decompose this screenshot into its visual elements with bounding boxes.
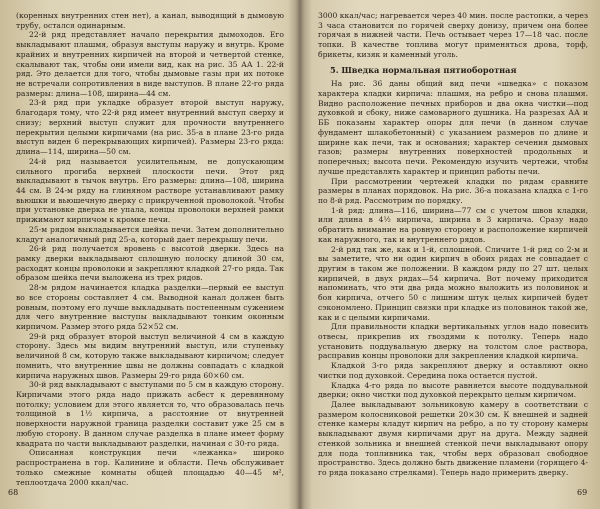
paragraph: На рис. 36 даны общий вид печи «шведка» с показом характера кладки кирпича: плашмя, на ребро и снова плашмя. Видно расположение печных приборов и два окна чистки—под духовкой и сбоку, ниже самоварного душника. На разрезах АА и ББ показаны характер опоры для печи (в данном случае фундамент шлакобетонный) с указанием размеров по длине и ширине как печи, так и основания; характер сечения дымовых газов; размеры внутренних поверхностей продольных и поперечных; высота печи. Рекомендую изучить чертежи, чтобы лучше представлять характер и принцип работы печи. <box>318 79 588 176</box>
paragraph: 25-м рядом выкладывается шейка печи. Затем дополнительно кладут аналогичный ряд 25-а, который дает перекрышу печи. <box>16 224 284 244</box>
paragraph: Кладкой 3-го ряда закрепляют дверку и оставляют окно чистки под духовкой. Середина пока остается пустой. <box>318 361 588 380</box>
page-number-right: 69 <box>577 488 588 497</box>
section-heading: 5. Шведка нормальная пятиоборотная <box>330 64 517 75</box>
paragraph: 23-й ряд при укладке образует второй выступ наружу, благодаря тому, что 22-й ряд имеет внутренний выступ сверху и снизу; верхний выступ служит для прочности внутреннего перекрытия целыми кирпичами (на рис. 35-а в плане 23-го ряда выступ виден 6 перекрывающих кирпичей). Размеры 23-го ряда: длина—114, ширина—50 см. <box>16 98 284 157</box>
left-page-text <box>16 11 284 487</box>
paragraph: Описанная конструкция печи «лежанка» широко распространена в гор. Калинине и области. Печь обслуживает только смежные комнаты общей площадью 40—45 м², теплоотдача 2000 ккал/час. <box>16 448 284 487</box>
paragraph: Далее выкладывают зольниковую камеру в соответствии с размером колосниковой решетки 20×30 см. К внешней и задней стенке камеры кладут кирпич на ребро, а по ту сторону камеры выкладывают двумя кирпичами друг на друга. Между задней стенкой зольника и внешней стенкой печи выкладывают опору для пода топливника так, чтобы верх образовал свободное пространство. Здесь должно быть движение пламени (горящего 4-го ряда показано стрелками). Теперь надо примерить дверку. <box>318 400 588 478</box>
book-gutter <box>296 0 304 509</box>
paragraph: 29-й ряд образует второй выступ величиной 4 см в каждую сторону. Здесь мы видим внутренний выступ, или ступеньку величиной 8 см, которую также выкладывают кирпичом; следует помнить, что внутренние швы не должны совпадать с кладкой кирпича наружных швов. Размеры 29-го ряда 60×60 см. <box>16 331 284 380</box>
paragraph: Для правильности кладки вертикальных углов надо повесить отвесы, прикрепив их гвоздями к потолку. Теперь надо установить поддувальную дверку на толстом слое раствора, расправив концы проволоки для закрепления кладкой кирпича. <box>318 322 588 361</box>
paragraph: (коренных внутренних стен нет), а канал, выводящий в дымовую трубу, остался одинарным. <box>16 11 284 30</box>
paragraph: 24-й ряд называется усилительным, не допускающим сильного прогиба верхней плоскости печи. Этот ряд выкладывают в тычок внутрь. Его размеры: длина—108, ширина 44 см. В 24-м ряду на глиняном растворе устанавливают рамку вьюшки и вьюшечную дверку с прикрученной проволокой. Чтобы при установке дверка не упала, концы проволоки верхней рамки прижимают кирпичом к кромке печи. <box>16 156 284 225</box>
paragraph: 1-й ряд: длина—116, ширина—77 см с учетом швов кладки, или длина в 4½ кирпича, ширина в 3 кирпича. Сразу надо обратить внимание на ровную сторону и расположение кирпичей как наружного, так и внутреннего рядов. <box>318 205 588 244</box>
paragraph: 2-й ряд так же, как и 1-й, сплошной. Сличите 1-й ряд со 2-м и вы заметите, что ни один кирпич в обоих рядах не совпадает с другим в таком же положении. В каждом ряду по 27 шт. целых кирпичей, в двух рядах—54 кирпича. Вот почему приходится напоминать, что эти два ряда можно выложить из половинок и боя кирпича, отчего 50 с лишним штук целых кирпичей будет сэкономлено. Принцип связки при кладке из половинок такой же, как и с целыми кирпичами. <box>318 244 588 322</box>
paragraph: 22-й ряд представляет начало перекрытия дымоходов. Его выкладывают плашмя, образуя выступы наружу и внутрь. Кроме крайних и внутренних кирпичей на второй и четвертой стенке, скалывают так, чтобы они имели вид, как на рис. 35 АА 1. 22-й ряд. Это делается для того, чтобы дымовые газы при их потоке не встречали сопротивления в виде выступов. В плане 22-го ряда размеры: длина—108, ширина—44 см. <box>16 30 284 98</box>
paragraph: 30-й ряд выкладывают с выступами по 5 см в каждую сторону. Кирпичами этого ряда надо прижать асбест к деревянному потолку; условием для этого является то, что образовалась печь толщиной в 1½ кирпича, а расстояние от внутренней поверхности наружной граница разделки составит уже 25 см в любую сторону. В данном случае разделка в плане имеет форму квадрата по части выкладывают разделки, начиная с 30-го ряда. <box>16 380 284 448</box>
paragraph: 3000 ккал/час; нагревается через 40 мин. после растопки, а через 3 часа становится по горячей сверху донизу, причем она более горячая в нижней части. Печь остывает через 17—18 час. после топки. В качестве топлива могут применяться дрова, торф, брикеты, кизяк и каменный уголь. <box>318 11 588 59</box>
page-number-left: 68 <box>8 488 19 497</box>
paragraph: При рассмотрении чертежей кладки по рядам сравните размеры в планах порядовок. На рис. 36-а показана кладка с 1-го по 8-й ряд. Рассмотрим по порядку. <box>318 176 588 205</box>
paragraph: 28-м рядом начинается кладка разделки—первый ее выступ во все стороны составляет 4 см. Выводной канал должен быть ровным, поэтому его лучше выкладывать постепенным сужением для чего внутренние выступы выкладывают тонким оконным кирпичом. Размер этого ряда 52×52 см. <box>16 283 284 331</box>
paragraph: 26-й ряд получается вровень с высотой дверки. Здесь на рамку дверки выкладывают сплошную полоску длиной 30 см, расходят концы проволоки и закрепляют кладкой 27-го ряда. Так образом шейка печи выложена из трех рядов. <box>16 244 284 283</box>
right-page-text <box>318 11 588 481</box>
paragraph: Кладка 4-го ряда по высоте равняется высоте поддувальной дверки; окно чистки под духовкой перекрыто целым кирпичом. <box>318 380 588 400</box>
